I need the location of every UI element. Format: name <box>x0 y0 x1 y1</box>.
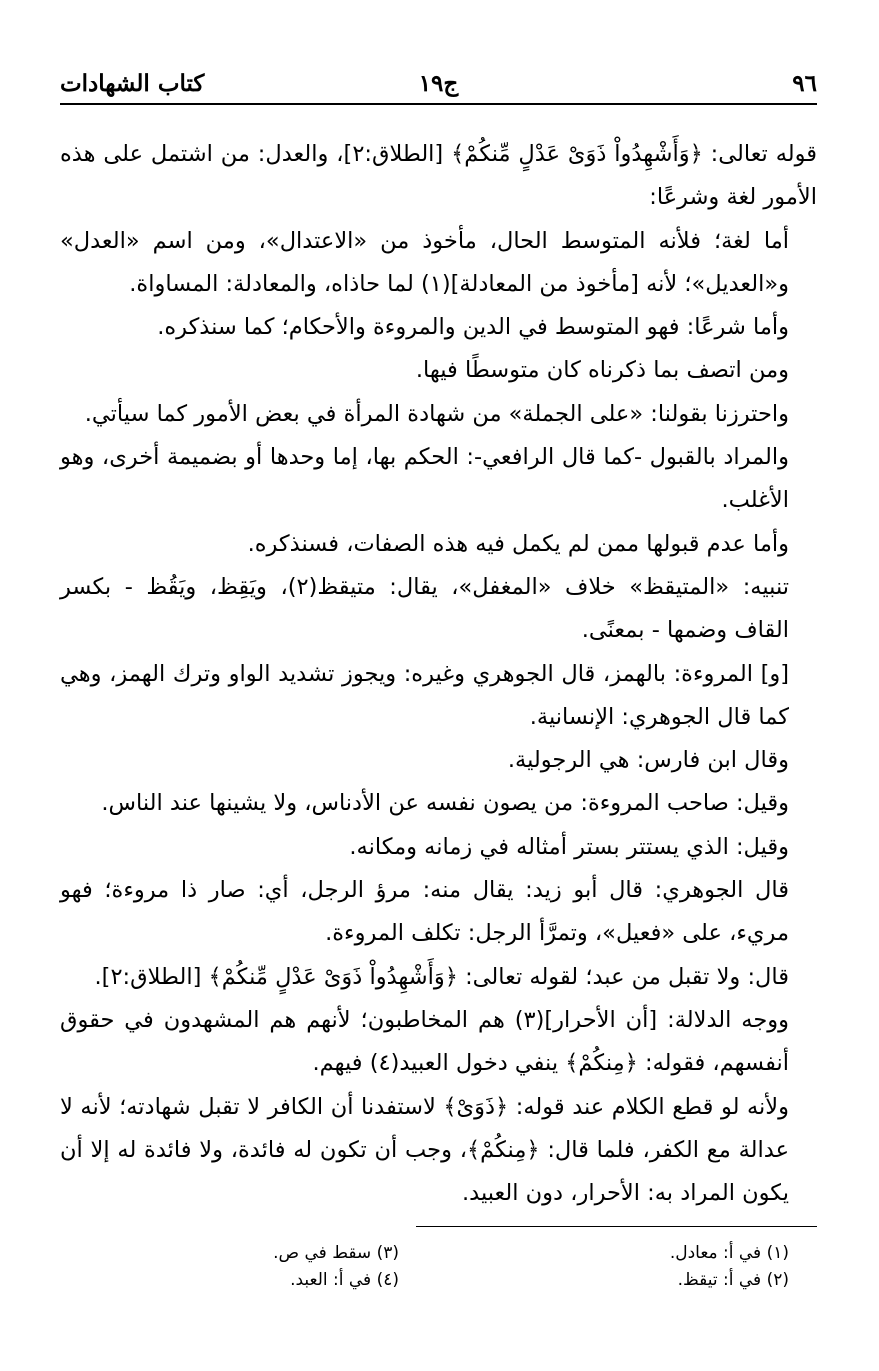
footnote: (٣) سقط في ص. <box>273 1243 399 1263</box>
paragraph: وأما عدم قبولها ممن لم يكمل فيه هذه الصفات، فسنذكره. <box>247 530 789 557</box>
footnote: (٤) في أ: العبد. <box>290 1270 399 1290</box>
paragraph: وقيل: صاحب المروءة: من يصون نفسه عن الأدناس، ولا يشينها عند الناس. <box>101 790 789 817</box>
footnote-column-right <box>429 1240 789 1294</box>
paragraph: قال: ولا تقبل من عبد؛ لقوله تعالى: ﴿وَأَشْهِدُواْ ذَوَىْ عَدْلٍ مِّنكُمْ﴾ [الطلاق:٢]. <box>94 963 789 990</box>
footnote-rule <box>416 1226 817 1227</box>
paragraph: قال الجوهري: قال أبو زيد: يقال منه: مرؤ الرجل، أي: صار ذا مروءة؛ فهو مريء، على «فعيل»، وتمرَّأ الرجل: تكلف المروءة. <box>60 877 789 947</box>
paragraph: أما لغة؛ فلأنه المتوسط الحال، مأخوذ من «الاعتدال»، ومن اسم «العدل» و«العديل»؛ لأنه [مأخوذ من المعادلة](١) لما حاذاه، والمعادلة: المساواة. <box>60 227 789 297</box>
footnote-column-left <box>39 1240 399 1294</box>
footnote: (٢) في أ: تيقظ. <box>677 1270 789 1290</box>
paragraph: وقيل: الذي يستتر بستر أمثاله في زمانه ومكانه. <box>349 833 789 860</box>
paragraph: ولأنه لو قطع الكلام عند قوله: ﴿ذَوَىْ﴾ لاستفدنا أن الكافر لا تقبل شهادته؛ لأنه لا عدالة مع الكفر، فلما قال: ﴿مِنكُمْ﴾، وجب أن تكون له فائدة، ولا فائدة له إلا أن يكون المراد به: الأحرار، دون العبيد. <box>60 1093 789 1207</box>
paragraph: ووجه الدلالة: [أن الأحرار](٣) هم المخاطبون؛ لأنهم هم المشهدون في حقوق أنفسهم، فقوله: ﴿مِنكُمْ﴾ ينفي دخول العبيد(٤) فيهم. <box>60 1006 789 1077</box>
paragraph: واحترزنا بقولنا: «على الجملة» من شهادة المرأة في بعض الأمور كما سيأتي. <box>84 400 789 427</box>
paragraph: وقال ابن فارس: هي الرجولية. <box>507 747 789 774</box>
paragraph: تنبيه: «المتيقظ» خلاف «المغفل»، يقال: متيقظ(٢)، ويَقِظ، ويَقُظ - بكسر القاف وضمها - بمعنًى. <box>60 573 789 644</box>
running-header <box>60 64 817 104</box>
paragraph: وأما شرعًا: فهو المتوسط في الدين والمروءة والأحكام؛ كما سنذكره. <box>157 314 789 341</box>
paragraph: والمراد بالقبول -كما قال الرافعي-: الحكم بها، إما وحدها أو بضميمة أخرى، وهو الأغلب. <box>60 444 789 514</box>
book-title: كتاب الشهادات <box>60 70 205 97</box>
page-number: ٩٦ <box>792 70 817 97</box>
footnote: (١) في أ: معادل. <box>669 1243 789 1263</box>
paragraph: [و] المروءة: بالهمز، قال الجوهري وغيره: ويجوز تشديد الواو وترك الهمز، وهي كما قال الجوهري: الإنسانية. <box>60 660 789 730</box>
paragraph: قوله تعالى: ﴿وَأَشْهِدُواْ ذَوَىْ عَدْلٍ مِّنكُمْ﴾ [الطلاق:٢]، والعدل: من اشتمل على هذه الأمور لغة وشرعًا: <box>60 141 818 211</box>
main-text <box>60 133 817 1215</box>
volume-label: ج١٩ <box>418 70 459 97</box>
paragraph: ومن اتصف بما ذكرناه كان متوسطًا فيها. <box>415 357 789 384</box>
header-rule <box>60 103 817 105</box>
